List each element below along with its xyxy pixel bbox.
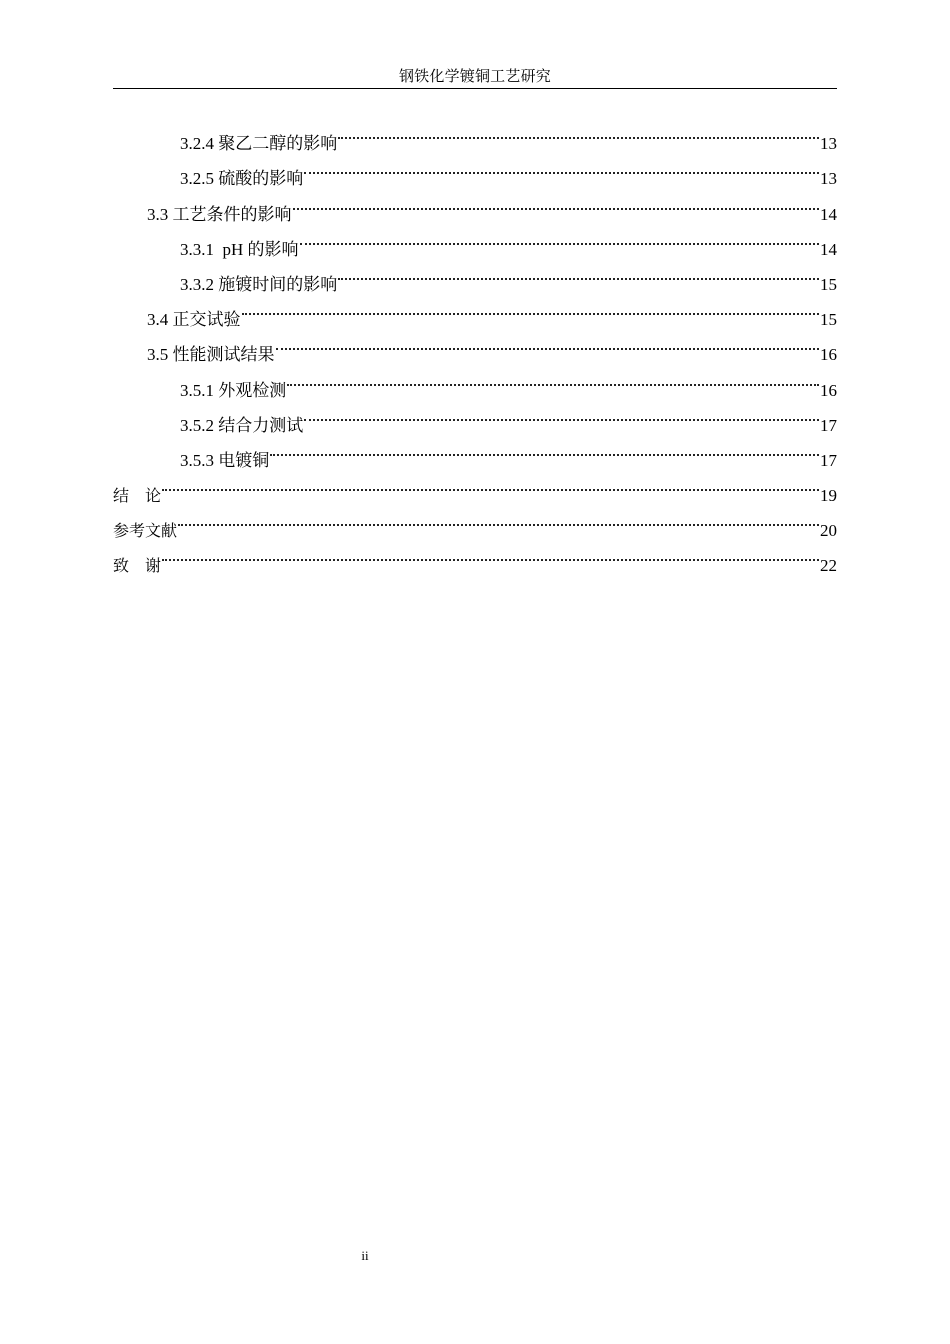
toc-entry-page: 17 — [820, 415, 837, 435]
toc-entry-3-2-4[interactable] — [113, 114, 837, 154]
toc-entry-title: 3.5.1 外观检测 — [180, 380, 287, 400]
dot-leader — [270, 431, 819, 466]
toc-entry-title: 3.3 工艺条件的影响 — [147, 204, 292, 224]
toc-entry-title: 3.2.5 硫酸的影响 — [180, 169, 304, 189]
toc-entry-title: 结 论 — [113, 486, 162, 506]
toc-entry-title: 3.5.3 电镀铜 — [180, 450, 270, 470]
page-header — [113, 66, 837, 89]
toc-entry-title: 3.4 正交试验 — [147, 310, 241, 330]
toc-entry-page: 17 — [820, 450, 837, 470]
toc-entry-title: 参考文献 — [113, 521, 178, 541]
toc-entry-title: 3.5.2 结合力测试 — [180, 415, 304, 435]
toc-entry-page: 19 — [820, 486, 837, 506]
dot-leader — [300, 220, 819, 255]
toc-entry-page: 13 — [820, 134, 837, 154]
dot-leader — [162, 536, 819, 571]
toc-entry-title: 3.3.2 施镀时间的影响 — [180, 274, 338, 294]
dot-leader — [304, 149, 819, 184]
dot-leader — [338, 114, 819, 149]
dot-leader — [162, 466, 819, 501]
table-of-contents — [113, 114, 837, 576]
document-title: 钢铁化学镀铜工艺研究 — [398, 69, 551, 85]
toc-entry-page: 14 — [820, 239, 837, 259]
toc-entry-references[interactable] — [113, 501, 837, 541]
toc-entry-page: 13 — [820, 169, 837, 189]
toc-entry-title: 3.3.1 pH 的影响 — [180, 239, 299, 259]
toc-entry-acknowledgements[interactable] — [113, 536, 837, 576]
dot-leader — [178, 501, 819, 536]
toc-entry-conclusion[interactable] — [113, 466, 837, 506]
page-number: ii — [361, 1248, 369, 1263]
toc-entry-page: 15 — [820, 310, 837, 330]
toc-entry-page: 22 — [820, 556, 837, 576]
toc-entry-page: 20 — [820, 521, 837, 541]
dot-leader — [287, 360, 819, 395]
toc-entry-page: 14 — [820, 204, 837, 224]
toc-entry-page: 16 — [820, 345, 837, 365]
toc-entry-page: 15 — [820, 274, 837, 294]
dot-leader — [276, 325, 820, 360]
dot-leader — [338, 255, 819, 290]
dot-leader — [242, 290, 820, 325]
dot-leader — [304, 396, 819, 431]
toc-entry-title: 致 谢 — [113, 556, 162, 576]
toc-entry-title: 3.2.4 聚乙二醇的影响 — [180, 134, 338, 154]
dot-leader — [293, 184, 820, 219]
toc-entry-page: 16 — [820, 380, 837, 400]
toc-entry-title: 3.5 性能测试结果 — [147, 345, 275, 365]
